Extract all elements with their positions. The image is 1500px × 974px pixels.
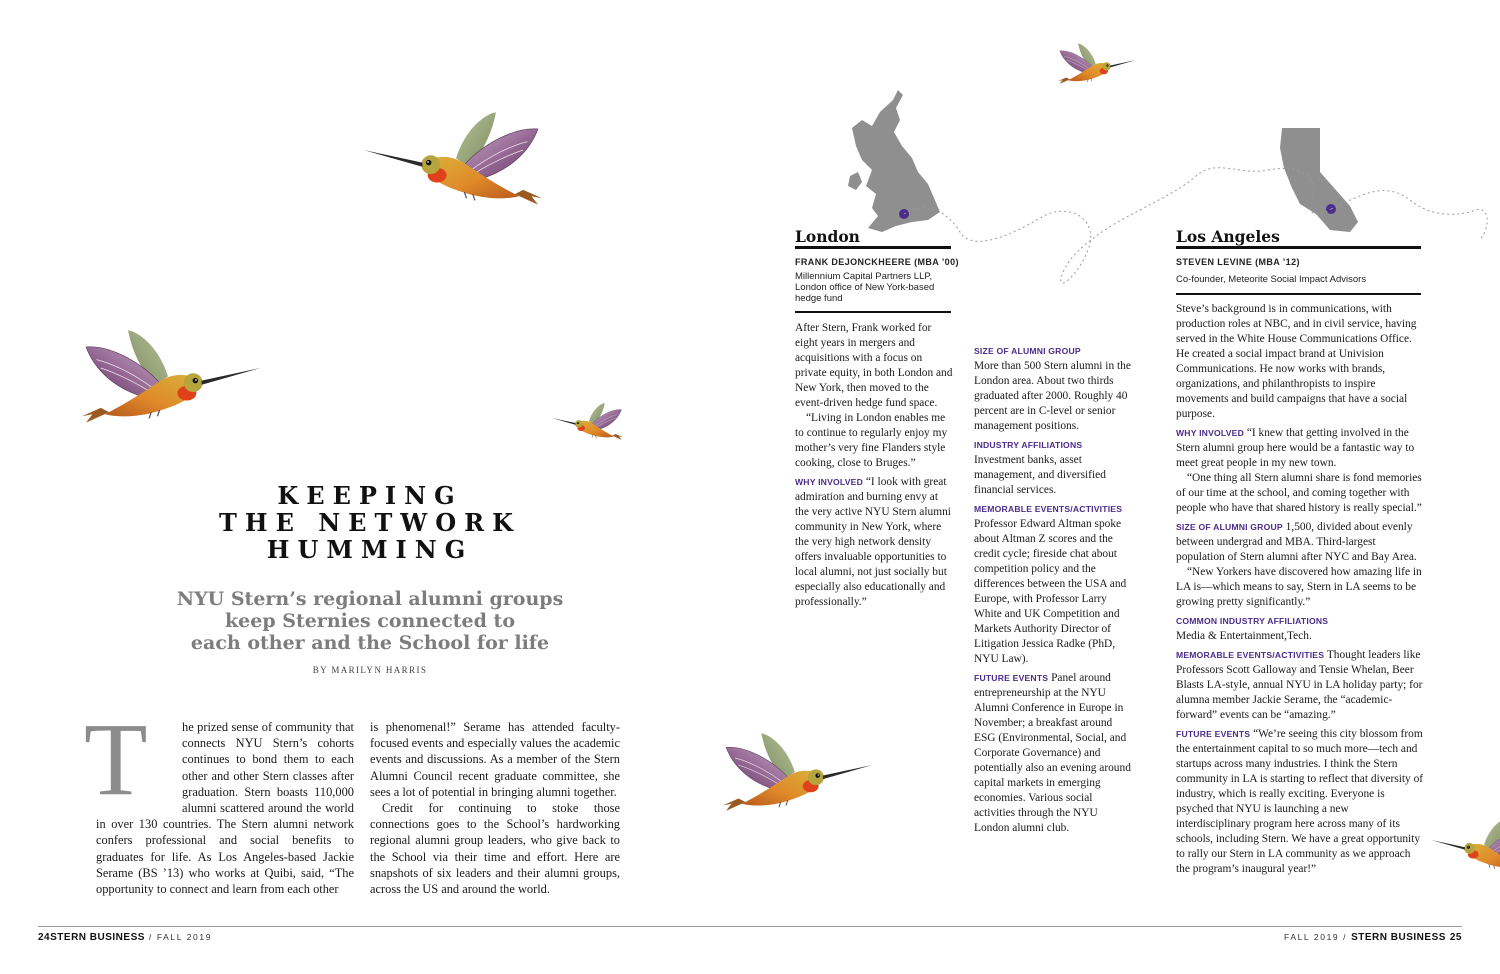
leader-name: FRANK DEJONCKHEERE (MBA ’00)	[795, 257, 959, 267]
body-column-1	[96, 719, 354, 897]
profile-quote: “One thing all Stern alumni share is fond memories of our time at the school, and coming together with people who have that shared history is really special.”	[1176, 472, 1422, 514]
alumni-size-label: SIZE OF ALUMNI GROUP	[974, 346, 1081, 356]
hummingbird-illustration	[552, 403, 623, 440]
title-line: THE NETWORK	[219, 508, 521, 537]
body-paragraph: is phenomenal!” Serame has attended faculty-focused events and especially values the academic events and discussions. As a member of the Stern Alumni Council recent graduate committee, she sees a lot of potential in bringing alumni together.	[370, 720, 620, 799]
industry-text: Investment banks, asset management, and diversified financial services.	[974, 454, 1106, 496]
profile-text: After Stern, Frank worked for eight years in mergers and acquisitions with a focus on private equity, in both London and New York, then moved to the event-driven hedge fund space.	[795, 322, 953, 409]
leader-role: Co-founder, Meteorite Social Impact Advisors	[1176, 274, 1367, 285]
hummingbird-illustration	[1058, 43, 1136, 83]
profile-quote: “Living in London enables me to continue to regularly enjoy my mother’s very fine Flanders style cooking, close to Bruges.”	[795, 412, 948, 469]
divider	[1176, 293, 1421, 295]
future-events: FUTURE EVENTS “We’re seeing this city blossom from the entertainment capital to so much more—tech and startups across many industries. I think the Stern community in LA is starting to reflect that diversity of industry, which is really exciting. Everyone is psyched that NYU is launching a new interdisciplinary program here across many of its schools, including Stern. We have a great opportunity to rally our Stern in LA community as we approach the program’s inaugural year!”	[1176, 728, 1424, 875]
page-number: 24	[38, 932, 51, 943]
article-dek	[150, 588, 590, 654]
hummingbird-illustration	[723, 733, 873, 810]
byline: BY MARILYN HARRIS	[312, 665, 428, 675]
divider	[795, 246, 951, 249]
dek-line: keep Sternies connected to	[224, 610, 515, 632]
title-line: HUMMING	[266, 535, 474, 564]
why-involved: WHY INVOLVED “I knew that getting involved in the Stern alumni group here would be a fantastic way to meet great people in my new town.	[1176, 427, 1415, 469]
body-paragraph: he prized sense of community that connects NYU Stern’s cohorts continues to bond them to each other and other Stern classes after graduation. Stern boasts 110,000 alumni scattered around the world in over 130 countries. The Stern alumni network confers professional and social benefits to graduates for life. As Los Angeles-based Jackie Serame (BS ’13) who works at Quibi, said, “The opportunity to connect and learn from each other	[96, 720, 354, 897]
drop-cap: T	[84, 702, 148, 817]
why-involved: WHY INVOLVED “I look with great admiration and burning envy at the very active NYU Stern alumni community in New York, where the very high network density offers invaluable opportunities to local alumni, not just socially but especially also educationally and professionally.”	[795, 476, 951, 608]
body-column-2	[370, 719, 620, 897]
city-heading-london: London	[795, 227, 860, 246]
events-text: Professor Edward Altman spoke about Altman Z scores and the credit cycle; fireside chat about competition policy and the differences between the USA and Europe, with Professor Larry White and UK Competition and Markets Authority Director of Litigation Jessica Radke (PhD, NYU Law).	[974, 518, 1127, 665]
magazine-name: STERN BUSINESS	[50, 932, 145, 943]
footer-rule	[38, 926, 1462, 927]
california-map-icon	[1280, 128, 1358, 232]
leader-role: Millennium Capital Partners LLP, London office of New York-based hedge fund	[795, 271, 935, 304]
industry-label: COMMON INDUSTRY AFFILIATIONS	[1176, 616, 1329, 626]
folio-left: 24STERN BUSINESS / FALL 2019	[38, 932, 213, 943]
folio-right: FALL 2019 / STERN BUSINESS 25	[1284, 932, 1462, 943]
body-paragraph: Credit for continuing to stoke those connections goes to the School’s hardworking regional alumni group leaders, who give back to the School via their time and effort. Here are snapshots of six leaders and their alumni groups, across the US and around the world.	[370, 801, 620, 897]
page-number: 25	[1449, 932, 1462, 943]
dek-line: NYU Stern’s regional alumni groups	[176, 588, 564, 610]
future-events: FUTURE EVENTS Panel around entrepreneurship at the NYU Alumni Conference in Europe in November; a breakfast around ESG (Environmental, Social, and Corporate Governance) and potentially also an evening around capital markets in emerging economies. Various social activities through the NYU London alumni club.	[974, 672, 1131, 834]
hummingbird-illustration	[364, 112, 542, 204]
events: MEMORABLE EVENTS/ACTIVITIES Thought leaders like Professors Scott Galloway and Tensie Whelan, Beer Blasts LA-style, annual NYU in LA holiday party; for alumna member Jackie Serame, the “academic-forward” events can be “amazing.”	[1176, 649, 1423, 721]
la-column	[1176, 302, 1424, 877]
dek-line: each other and the School for life	[190, 632, 550, 654]
uk-map-icon	[852, 90, 940, 232]
issue-date: FALL 2019	[1284, 932, 1340, 942]
alumni-size-text: More than 500 Stern alumni in the London area. About two thirds graduated after 2000. Roughly 40 percent are in C-level or senior management positions.	[974, 360, 1131, 432]
issue-date: FALL 2019	[156, 932, 213, 942]
magazine-name: STERN BUSINESS	[1351, 932, 1446, 943]
industry-label: INDUSTRY AFFILIATIONS	[974, 440, 1083, 450]
industry-text: Media & Entertainment,Tech.	[1176, 630, 1312, 642]
hummingbird-illustration	[82, 330, 260, 422]
divider	[795, 311, 951, 313]
london-column-2	[974, 344, 1132, 836]
title-line: KEEPING	[277, 481, 463, 510]
article-title	[190, 482, 550, 563]
alumni-size: SIZE OF ALUMNI GROUP 1,500, divided about evenly between undergrad and MBA. Third-largest population of Stern alumni after NYC and Bay Area.	[1176, 521, 1417, 563]
london-column-1	[795, 321, 953, 610]
leader-name: STEVEN LEVINE (MBA ’12)	[1176, 257, 1300, 267]
events-label: MEMORABLE EVENTS/ACTIVITIES	[974, 504, 1123, 514]
hummingbird-illustration	[1431, 818, 1500, 871]
divider	[1176, 246, 1421, 249]
city-heading-los-angeles: Los Angeles	[1176, 227, 1280, 246]
profile-quote: “New Yorkers have discovered how amazing life in LA is—which means to say, Stern in LA seems to be growing pretty significantly.”	[1176, 566, 1422, 608]
profile-text: Steve’s background is in communications, with production roles at NBC, and in civil service, having served in the White House Communications Office. He created a social impact brand at Univision Communications. He now works with brands, organizations, and philanthropists to inspire movements and build campaigns that have a social purpose.	[1176, 303, 1417, 420]
